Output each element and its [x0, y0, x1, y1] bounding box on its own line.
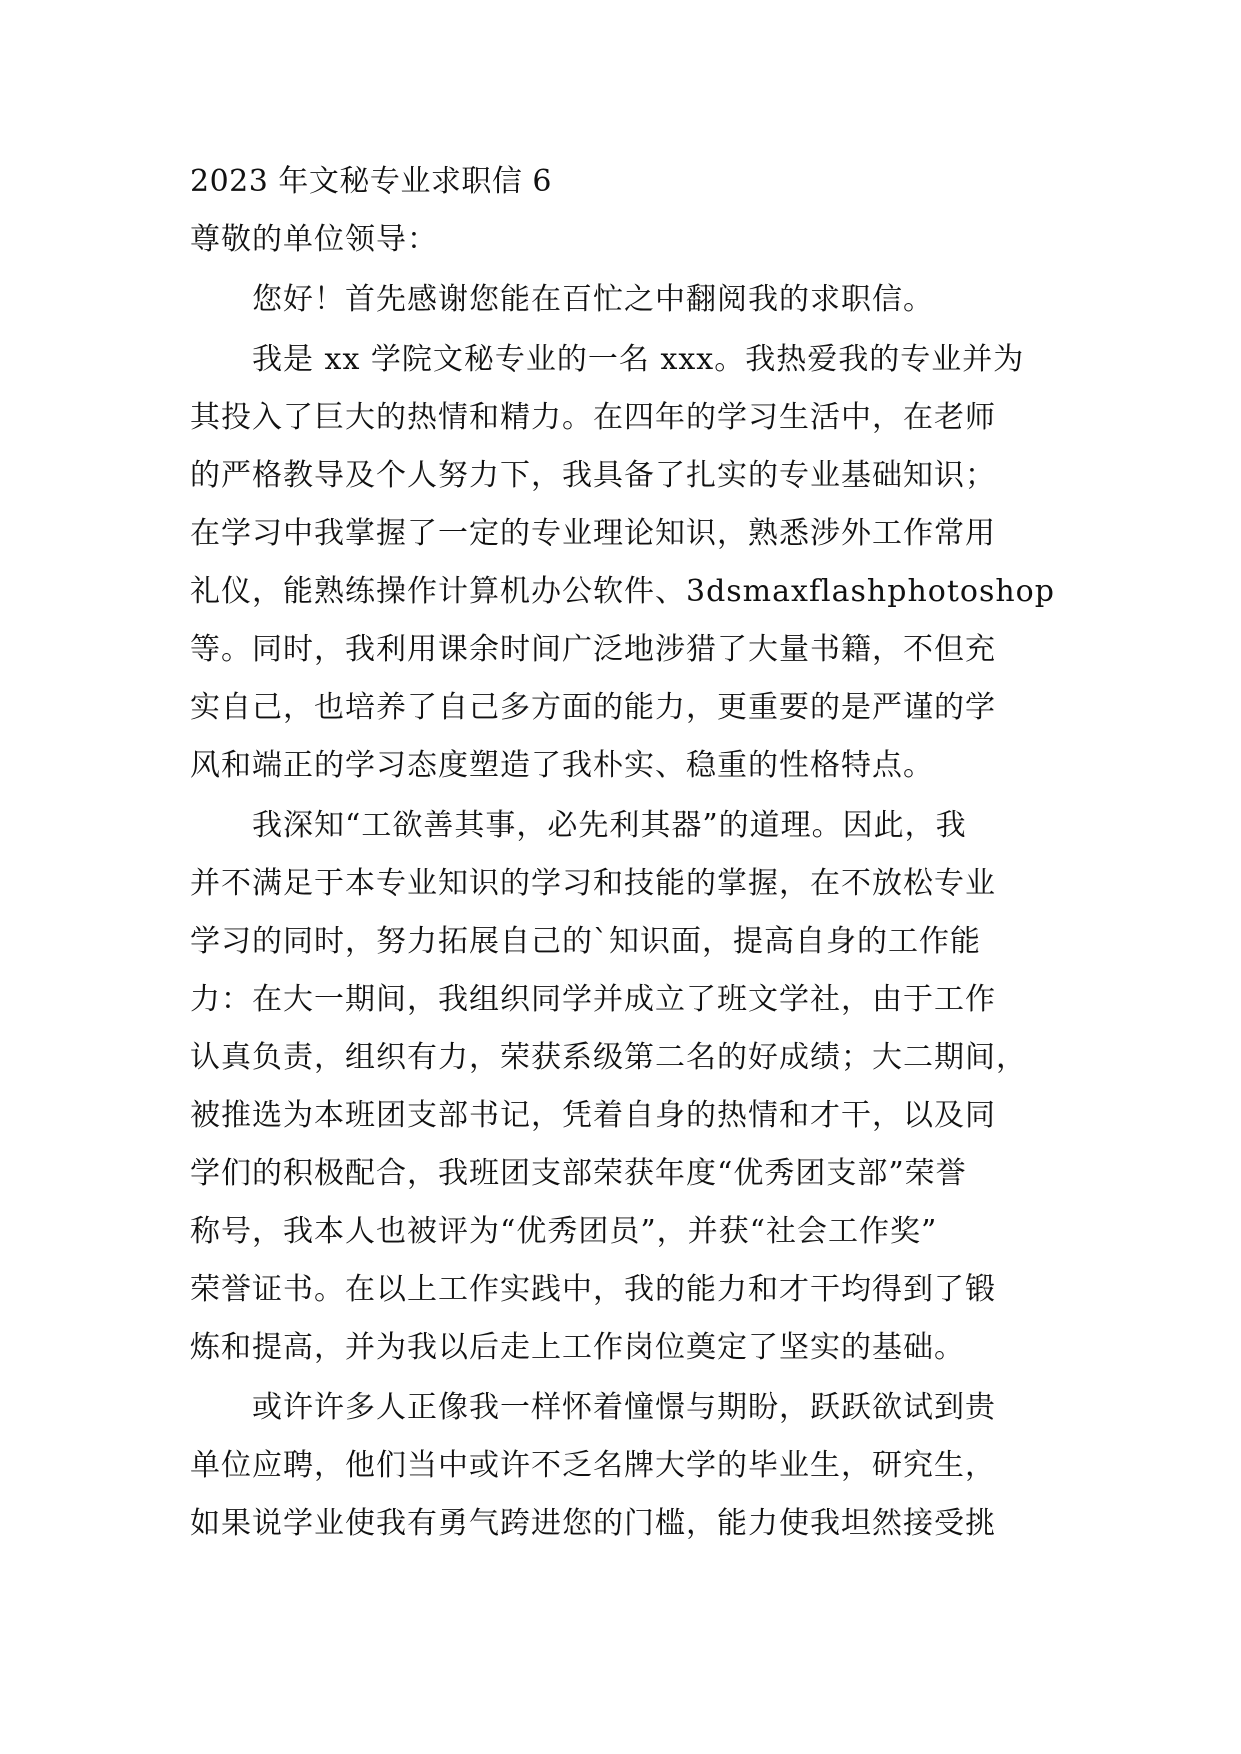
paragraph-3-line-5: 认真负责，组织有力，荣获系级第二名的好成绩；大二期间，: [190, 1040, 1027, 1075]
document-title: 2023 年文秘专业求职信 6: [190, 164, 553, 199]
paragraph-3-line-4: 力：在大一期间，我组织同学并成立了班文学社，由于工作: [190, 982, 996, 1017]
paragraph-2-line-4: 在学习中我掌握了一定的专业理论知识，熟悉涉外工作常用: [190, 516, 996, 551]
paragraph-3-line-6: 被推选为本班团支部书记，凭着自身的热情和才干，以及同: [190, 1098, 996, 1133]
paragraph-3-line-8: 称号，我本人也被评为“优秀团员”，并获“社会工作奖”: [190, 1214, 938, 1249]
paragraph-2-line-7: 实自己，也培养了自己多方面的能力，更重要的是严谨的学: [190, 690, 996, 725]
paragraph-2-line-5: 礼仪，能熟练操作计算机办公软件、3dsmaxflashphotoshop: [190, 574, 1055, 609]
paragraph-4-line-3: 如果说学业使我有勇气跨进您的门槛，能力使我坦然接受挑: [190, 1506, 996, 1541]
paragraph-3-line-1: 我深知“工欲善其事，必先利其器”的道理。因此，我: [252, 808, 967, 843]
paragraph-4-line-2: 单位应聘，他们当中或许不乏名牌大学的毕业生，研究生，: [190, 1448, 996, 1483]
paragraph-2-line-2: 其投入了巨大的热情和精力。在四年的学习生活中，在老师: [190, 400, 996, 435]
paragraph-2-line-6: 等。同时，我利用课余时间广泛地涉猎了大量书籍，不但充: [190, 632, 996, 667]
paragraph-3-line-3: 学习的同时，努力拓展自己的`知识面，提高自身的工作能: [190, 924, 981, 959]
paragraph-2-line-1: 我是 xx 学院文秘专业的一名 xxx。我热爱我的专业并为: [252, 342, 1025, 377]
paragraph-2-line-3: 的严格教导及个人努力下，我具备了扎实的专业基础知识；: [190, 458, 996, 493]
paragraph-3-line-7: 学们的积极配合，我班团支部荣获年度“优秀团支部”荣誉: [190, 1156, 967, 1191]
salutation: 尊敬的单位领导：: [190, 222, 438, 257]
paragraph-3-line-9: 荣誉证书。在以上工作实践中，我的能力和才干均得到了锻: [190, 1272, 996, 1307]
paragraph-3-line-2: 并不满足于本专业知识的学习和技能的掌握，在不放松专业: [190, 866, 996, 901]
paragraph-4-line-1: 或许许多人正像我一样怀着憧憬与期盼，跃跃欲试到贵: [252, 1390, 996, 1425]
paragraph-3-line-10: 炼和提高，并为我以后走上工作岗位奠定了坚实的基础。: [190, 1330, 965, 1365]
paragraph-1-line-1: 您好！首先感谢您能在百忙之中翻阅我的求职信。: [252, 282, 934, 317]
paragraph-2-line-8: 风和端正的学习态度塑造了我朴实、稳重的性格特点。: [190, 748, 934, 783]
